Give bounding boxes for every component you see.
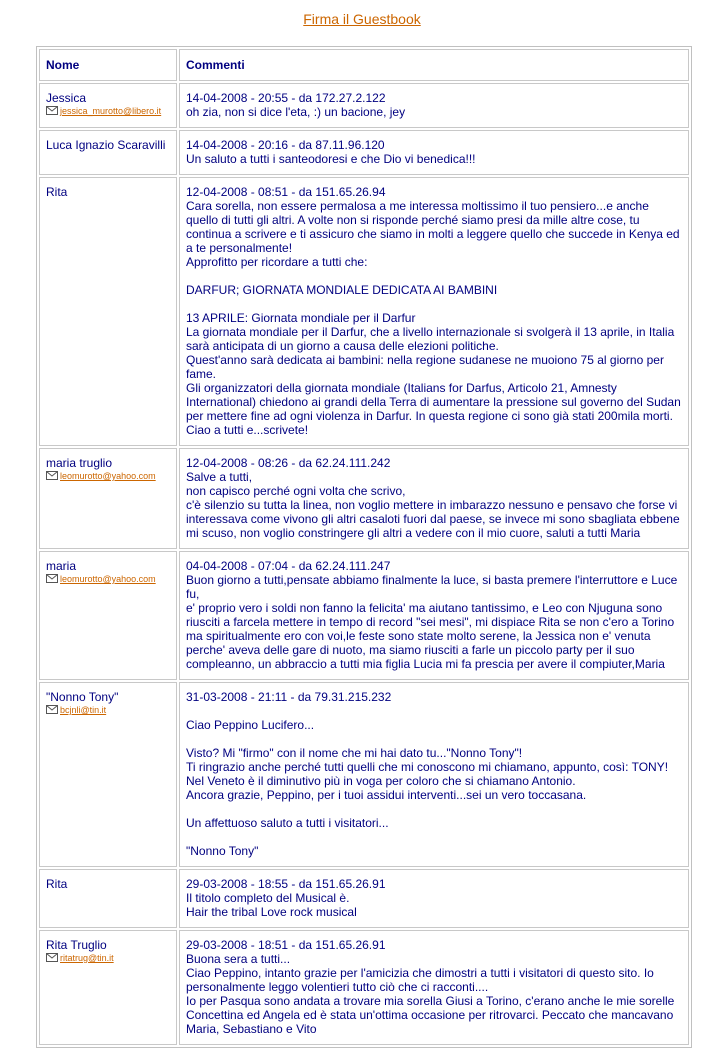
entry-author-name: "Nonno Tony" (46, 690, 119, 704)
entry-email (46, 705, 170, 716)
envelope-icon (46, 574, 58, 583)
comment-line: Salve a tutti, (186, 470, 253, 484)
comment-line (186, 830, 682, 844)
comment-line: Ciao Peppino Lucifero... (186, 718, 315, 732)
table-row (39, 682, 689, 867)
entry-comment-body (186, 704, 682, 858)
comment-line: Ciao Peppino, intanto grazie per l'amicizia che dimostri a tutti i visitatori di questo sito. Io personalmente leggo volentieri tutto ciò che ci racconti.... (186, 966, 654, 994)
envelope-icon (46, 705, 58, 714)
entry-email-link[interactable]: ritatrug@tin.it (60, 953, 114, 963)
comment-line: DARFUR; GIORNATA MONDIALE DEDICATA AI BAMBINI (186, 283, 498, 297)
entry-author-cell (39, 682, 177, 867)
name-column-header: Nome (39, 49, 177, 81)
entry-author-cell (39, 930, 177, 1045)
entry-author-cell (39, 869, 177, 928)
entry-meta: 29-03-2008 - 18:51 - da 151.65.26.91 (186, 938, 386, 952)
entry-comment-cell (179, 83, 689, 128)
entry-meta: 31-03-2008 - 21:11 - da 79.31.215.232 (186, 690, 392, 704)
entry-comment-body (186, 891, 682, 919)
entry-email-link[interactable]: leomurotto@yahoo.com (60, 574, 156, 584)
comment-line: oh zia, non si dice l'eta, :) un bacione, jey (186, 105, 406, 119)
comment-line (186, 732, 682, 746)
entry-email-link[interactable]: jessica_murotto@libero.it (60, 106, 162, 116)
entry-email-link[interactable]: leomurotto@yahoo.com (60, 471, 156, 481)
entry-email (46, 471, 170, 482)
comment-line: c'è silenzio su tutta la linea, non voglio mettere in imbarazzo nessuno e pensavo che forse vi interessava come vivono gli altri casaloti fuori dal paese, se invece mi sono sbagliata ebbene mi scuso, non voglio constringere gli altri a vedere con il mio cuore, saluti a tutti Maria (186, 498, 680, 540)
entry-author-cell (39, 551, 177, 680)
table-row (39, 177, 689, 446)
table-row (39, 83, 689, 128)
comment-line: Ancora grazie, Peppino, per i tuoi assidui interventi...sei un vero toccasana. (186, 788, 587, 802)
comment-line: Il titolo completo del Musical è. (186, 891, 350, 905)
entry-author-cell (39, 448, 177, 549)
entry-comment-body (186, 105, 682, 119)
entry-author-cell (39, 177, 177, 446)
comment-line: Buona sera a tutti... (186, 952, 291, 966)
comment-line: Cara sorella, non essere permalosa a me interessa moltissimo il tuo pensiero...e anche quello di tutti gli altri. A volte non si risponde perché siamo presi da mille altre cose, tu continua a scrivere e ti assicuro che siamo in molti a leggere quello che succede in Kenya ed a te personalmente! (186, 199, 680, 255)
guestbook-table (36, 46, 692, 1048)
entry-author-name: maria (46, 559, 77, 573)
entry-comment-body (186, 952, 682, 1036)
entry-comment-cell (179, 869, 689, 928)
envelope-icon (46, 471, 58, 480)
comments-column-header: Commenti (179, 49, 689, 81)
entry-author-name: Jessica (46, 91, 87, 105)
comment-line: Ti ringrazio anche perché tutti quelli che mi conoscono mi chiamano, appunto, così: TONY! (186, 760, 669, 774)
comment-line (186, 269, 682, 283)
entry-email-link[interactable]: bcjnli@tin.it (60, 705, 107, 715)
comment-line: Hair the tribal Love rock musical (186, 905, 357, 919)
table-row (39, 930, 689, 1045)
page-header (0, 0, 724, 36)
entry-author-name: maria truglio (46, 456, 113, 470)
entry-email (46, 574, 170, 585)
entry-meta: 29-03-2008 - 18:55 - da 151.65.26.91 (186, 877, 386, 891)
entry-author-cell (39, 83, 177, 128)
comment-line: Un saluto a tutti i santeodoresi e che Dio vi benedica!!! (186, 152, 476, 166)
entry-meta: 14-04-2008 - 20:16 - da 87.11.96.120 (186, 138, 385, 152)
comment-line: Ciao a tutti e...scrivete! (186, 423, 309, 437)
entry-author-cell (39, 130, 177, 175)
entry-comment-cell (179, 551, 689, 680)
comment-line: Io per Pasqua sono andata a trovare mia sorella Giusi a Torino, c'erano anche le mie sorelle Concettina ed Angela ed è stata un'ottima occasione per ritrovarci. Peccato che mancavano Maria, Sebastiano e Vito (186, 994, 675, 1036)
entry-comment-body (186, 152, 682, 166)
comment-line: Visto? Mi "firmo" con il nome che mi hai dato tu..."Nonno Tony"! (186, 746, 523, 760)
entry-comment-cell (179, 930, 689, 1045)
comment-line: non capisco perché ogni volta che scrivo, (186, 484, 406, 498)
comment-line: 13 APRILE: Giornata mondiale per il Darfur (186, 311, 416, 325)
entry-author-name: Luca Ignazio Scaravilli (46, 138, 166, 152)
envelope-icon (46, 106, 58, 115)
table-row (39, 551, 689, 680)
table-row (39, 869, 689, 928)
table-header-row (39, 49, 689, 81)
comment-line: Quest'anno sarà dedicata ai bambini: nella regione sudanese ne muoiono 75 al giorno per fame. (186, 353, 664, 381)
comment-line: La giornata mondiale per il Darfur, che a livello internazionale si svolgerà il 13 aprile, in Italia sarà anticipata di un giorno a causa delle elezioni politiche. (186, 325, 675, 353)
entry-comment-body (186, 573, 682, 671)
comment-line: e' proprio vero i soldi non fanno la felicita' ma aiutano tantissimo, e Leo con Njuguna sono riusciti a farcela mettere in tempo di record "sei mesi", mi dispiace Rita se non c'ero a Torino ma spiritualmente ero con voi,le feste sono state molto serene, la Jessica non e' venuta perche' aveva delle gare di nuoto, ma siamo riusciti a farle un piccolo party per il suo compleanno, un abbraccio a tutti mia figlia Lucia mi fa prescia per avere il compiuter,Maria (186, 601, 675, 671)
entry-author-name: Rita (46, 877, 68, 891)
entry-email (46, 106, 170, 117)
envelope-icon (46, 953, 58, 962)
comment-line: Buon giorno a tutti,pensate abbiamo finalmente la luce, si basta premere l'interruttore e Luce fu, (186, 573, 678, 601)
entry-comment-cell (179, 682, 689, 867)
entry-meta: 14-04-2008 - 20:55 - da 172.27.2.122 (186, 91, 386, 105)
entry-meta: 12-04-2008 - 08:26 - da 62.24.111.242 (186, 456, 391, 470)
comment-line (186, 297, 682, 311)
comment-line: Nel Veneto è il diminutivo più in voga per coloro che si chiamano Antonio. (186, 774, 576, 788)
entry-author-name: Rita (46, 185, 68, 199)
comment-line: "Nonno Tony" (186, 844, 259, 858)
entry-comment-cell (179, 130, 689, 175)
entry-comment-cell (179, 177, 689, 446)
entry-meta: 12-04-2008 - 08:51 - da 151.65.26.94 (186, 185, 386, 199)
entry-meta: 04-04-2008 - 07:04 - da 62.24.111.247 (186, 559, 391, 573)
entry-comment-cell (179, 448, 689, 549)
comment-line (186, 704, 682, 718)
entry-comment-body (186, 199, 682, 437)
entry-author-name: Rita Truglio (46, 938, 107, 952)
comment-line: Approfitto per ricordare a tutti che: (186, 255, 368, 269)
guestbook-sign-link[interactable]: Firma il Guestbook (303, 11, 421, 27)
table-row (39, 448, 689, 549)
entry-email (46, 953, 170, 964)
guestbook-entries (39, 83, 689, 1045)
entry-comment-body (186, 470, 682, 540)
comment-line (186, 802, 682, 816)
table-row (39, 130, 689, 175)
comment-line: Gli organizzatori della giornata mondiale (Italians for Darfus, Articolo 21, Amnesty International) chiedono ai grandi della Terra di aumentare la pressione sul governo del Sudan per mettere fine ad ogni violenza in Darfur. In questa regione ci sono già stati 200mila morti. (186, 381, 681, 423)
comment-line: Un affettuoso saluto a tutti i visitatori... (186, 816, 389, 830)
